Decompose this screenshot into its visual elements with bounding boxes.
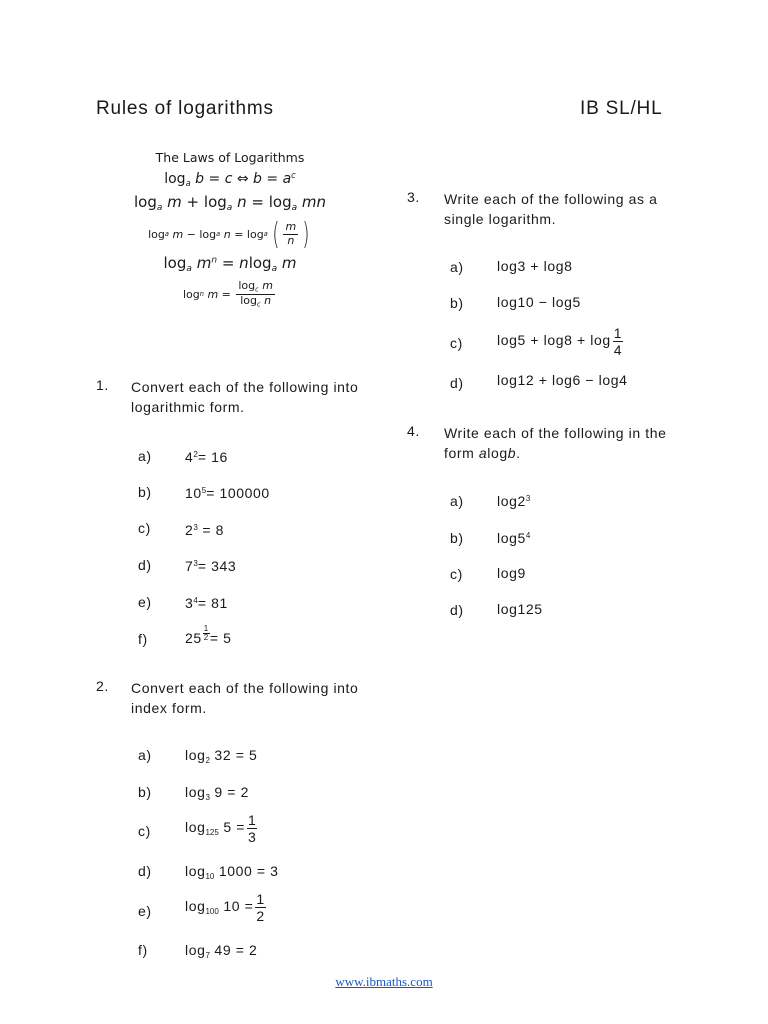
q3-item-expression: log3 + log8 (497, 258, 573, 274)
question-3-number: 3. (407, 189, 420, 205)
q1-item-expression: $10^5= 100000$ (185, 485, 270, 501)
footer (0, 974, 768, 990)
question-3-text: Write each of the following as a single logarithm. (444, 191, 658, 227)
law-quotient: log a m − log a n = log a ( $\frac{m}{n}$ ) (148, 216, 310, 252)
question-2-number: 2. (96, 678, 109, 694)
q2-item-expression: $\log_7 49 = 2$ (185, 942, 258, 960)
q2-item-expression: $\log_{125} 5$ = $\frac{1}{3}$ (185, 812, 257, 845)
q2-item-expression: $\log_2 32 = 5$ (185, 747, 258, 765)
q2-item-expression: $\log_3 9 = 2$ (185, 784, 249, 802)
q2-item-label: a) (138, 747, 152, 763)
q2-item-label: d) (138, 863, 152, 879)
website-link[interactable]: www.ibmaths.com (335, 974, 433, 989)
q4-item-expression: $\log 5^4$ (497, 530, 531, 546)
q1-item-label: d) (138, 557, 152, 573)
q1-item-label: b) (138, 484, 152, 500)
law-definition: $\log_a b = c$ ⇔ $b = a^c$ (164, 170, 296, 188)
law-change-of-base: log n m = $\frac{\log_c m}{\log_c n}$ (182, 278, 274, 308)
q1-item-expression: $7^3= 343$ (185, 558, 237, 574)
q4-item-label: d) (450, 602, 464, 618)
question-1-number: 1. (96, 377, 109, 393)
q4-item-expression: log9 (497, 565, 526, 581)
q2-item-expression: $\log_{100} 10$ = $\frac{1}{2}$ (185, 891, 265, 924)
q1-item-label: f) (138, 631, 148, 647)
q3-item-label: b) (450, 295, 464, 311)
q3-item-label: c) (450, 335, 463, 351)
q4-item-label: b) (450, 530, 464, 546)
q3-item-label: a) (450, 259, 464, 275)
question-1-text: Convert each of the following into logarithmic form. (131, 379, 359, 415)
q3-item-label: d) (450, 375, 464, 391)
q1-item-expression: $3^4= 81$ (185, 595, 228, 611)
course-label: IB SL/HL (580, 98, 663, 119)
q1-item-expression: $4^2= 16$ (185, 449, 228, 465)
law-power: $\log_a m^n = nlog_a$ m (163, 253, 297, 274)
q3-item-expression: log10 − log5 (497, 294, 581, 310)
q4-item-label: c) (450, 566, 463, 582)
q1-item-expression: $2^3 = 8$ (185, 522, 224, 538)
q3-item-expression: log12 + log6 − log4 (497, 372, 628, 388)
q4-item-expression: log125 (497, 601, 543, 617)
question-4-number: 4. (407, 423, 420, 439)
q2-item-label: e) (138, 903, 152, 919)
q2-item-expression: $\log_{10} 1000 = 3$ (185, 863, 279, 881)
laws-box (120, 150, 340, 308)
q1-item-label: c) (138, 520, 151, 536)
q2-item-label: c) (138, 823, 151, 839)
q2-item-label: b) (138, 784, 152, 800)
q1-item-expression: 25 $\frac{1}{2}$ = 5 (185, 624, 232, 646)
q4-item-label: a) (450, 493, 464, 509)
q3-item-expression: log5 + log8 + log $\frac{1}{4}$ (497, 325, 623, 358)
question-4-text: Write each of the following in the form alogb. (444, 425, 667, 461)
q1-item-label: e) (138, 594, 152, 610)
q2-item-label: f) (138, 942, 148, 958)
q1-item-label: a) (138, 448, 152, 464)
q4-item-expression: $\log 2^3$ (497, 493, 531, 509)
law-product: $\log_a m + \log_a n = \log_a$ mn (133, 193, 327, 214)
question-2-text: Convert each of the following into index form. (131, 680, 359, 716)
laws-title: The Laws of Logarithms (155, 150, 305, 165)
page-title: Rules of logarithms (96, 98, 274, 119)
